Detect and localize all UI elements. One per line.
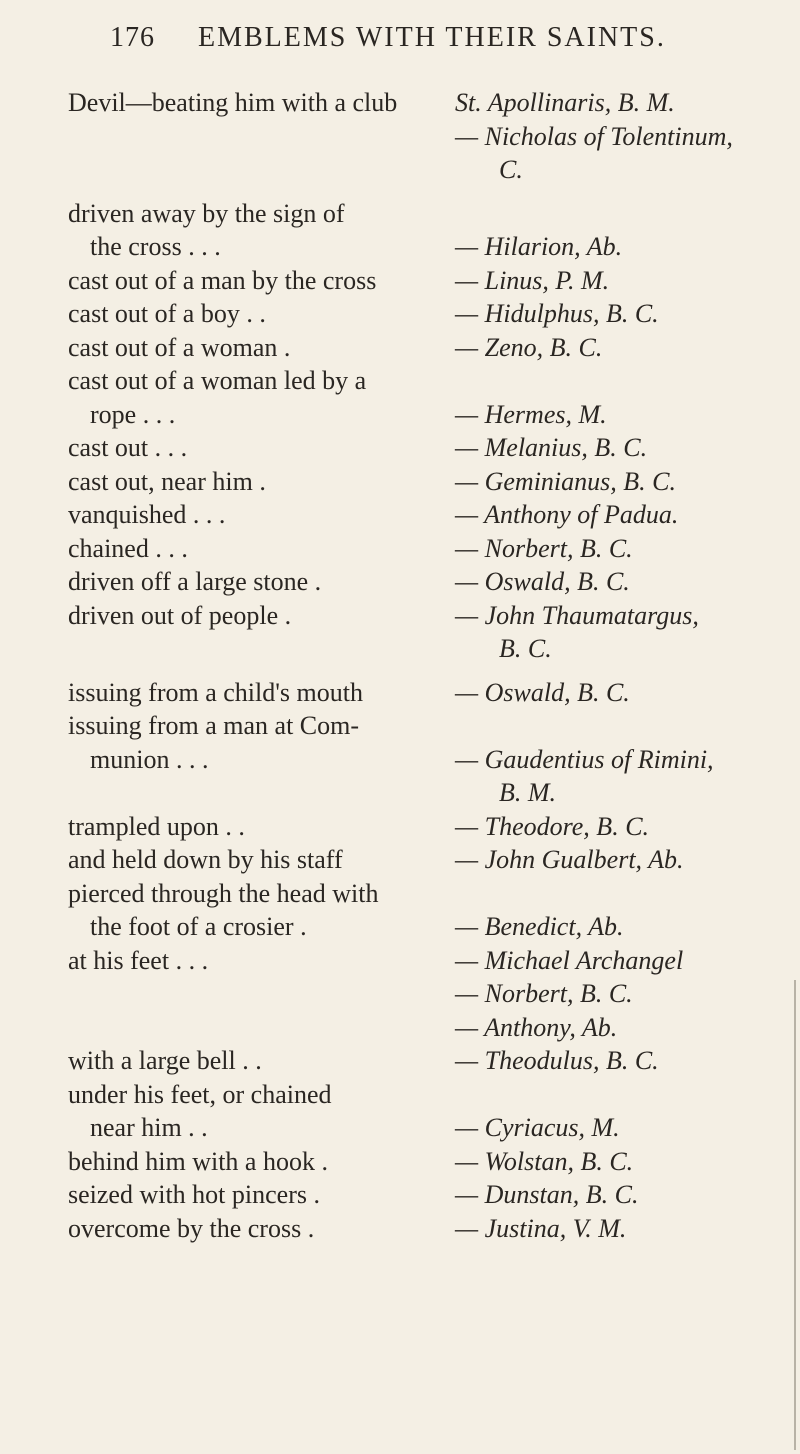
- emblem-text: driven off a large stone .: [68, 567, 322, 596]
- saint-name-spacer: [455, 709, 796, 743]
- saint-name-spacer: [455, 197, 796, 231]
- saint-name: — Benedict, Ab.: [455, 912, 624, 941]
- saint-name: — Zeno, B. C.: [455, 332, 603, 362]
- emblem-text: trampled upon . .: [68, 811, 245, 841]
- emblem-text: [68, 120, 455, 154]
- emblem-text: under his feet, or chained: [68, 1079, 332, 1109]
- emblem-text-cont: the cross . . .: [90, 232, 221, 261]
- saint-name-cont: B. C.: [499, 634, 552, 663]
- saint-name: — Theodore, B. C.: [455, 811, 650, 841]
- emblem-text-cont: rope . . .: [90, 399, 176, 429]
- list-item: [0, 709, 800, 810]
- emblem-text: issuing from a man at Com-: [68, 711, 360, 740]
- list-item: [0, 1178, 800, 1212]
- saint-name: — Melanius, B. C.: [455, 433, 648, 462]
- saint-name: — Geminianus, B. C.: [455, 466, 676, 496]
- page-header: [0, 22, 800, 62]
- emblem-text: pierced through the head with: [68, 878, 379, 908]
- emblem-text: cast out of a woman .: [68, 332, 291, 362]
- list-item: [0, 1044, 800, 1078]
- list-item: [0, 264, 800, 298]
- list-item: [0, 120, 800, 187]
- list-item: [0, 843, 800, 877]
- saint-name-spacer: [455, 877, 796, 911]
- emblem-text: cast out, near him .: [68, 466, 266, 496]
- page-edge-rule: [794, 980, 796, 1450]
- saint-name: — Hilarion, Ab.: [455, 232, 623, 261]
- emblem-text-cont: near him . .: [90, 1113, 208, 1142]
- list-item: [0, 532, 800, 566]
- list-item: [0, 676, 800, 710]
- emblem-text: Devil—beating him with a club: [68, 88, 398, 117]
- saint-name: — Hidulphus, B. C.: [455, 299, 659, 328]
- saint-name: — Wolstan, B. C.: [455, 1146, 634, 1176]
- saint-name: — Norbert, B. C.: [455, 533, 633, 563]
- saint-name: — Theodulus, B. C.: [455, 1046, 659, 1075]
- page-number: 176: [110, 22, 155, 53]
- saint-name: — Hermes, M.: [455, 399, 607, 429]
- saint-name: — Justina, V. M.: [455, 1213, 627, 1243]
- saint-name: — Norbert, B. C.: [455, 979, 633, 1008]
- saint-name: St. Apollinaris, B. M.: [455, 88, 675, 117]
- emblem-text: with a large bell . .: [68, 1046, 262, 1075]
- saint-name-cont: C.: [499, 155, 523, 184]
- emblem-text: cast out of a boy . .: [68, 299, 266, 328]
- emblem-text: seized with hot pincers .: [68, 1180, 320, 1209]
- list-item: [0, 364, 800, 431]
- list-item: [0, 498, 800, 532]
- emblem-text: overcome by the cross .: [68, 1213, 315, 1243]
- saint-name: — Linus, P. M.: [455, 265, 610, 295]
- emblem-text: driven away by the sign of: [68, 198, 345, 228]
- list-item: [0, 1078, 800, 1145]
- saint-name: — John Thaumatargus,: [455, 600, 699, 630]
- saint-name: — Michael Archangel: [455, 945, 684, 975]
- emblem-text: cast out of a woman led by a: [68, 366, 367, 395]
- saint-name: — Nicholas of Tolentinum,: [455, 121, 733, 151]
- running-head: EMBLEMS WITH THEIR SAINTS.: [198, 22, 666, 53]
- list-item: [0, 86, 800, 120]
- emblem-text: behind him with a hook .: [68, 1146, 328, 1176]
- saint-name: — Oswald, B. C.: [455, 567, 630, 596]
- emblem-text-cont: munion . . .: [90, 744, 209, 774]
- saint-name: — Cyriacus, M.: [455, 1113, 620, 1142]
- emblem-text-cont: the foot of a crosier .: [90, 912, 307, 941]
- saint-name-cont: B. M.: [499, 778, 557, 807]
- list-item: [0, 297, 800, 331]
- emblem-text: chained . . .: [68, 533, 188, 563]
- list-item: [0, 1145, 800, 1179]
- emblem-text: at his feet . . .: [68, 945, 209, 975]
- list-item: [0, 331, 800, 365]
- emblem-text: cast out . . .: [68, 433, 188, 462]
- saint-name: — Gaudentius of Rimini,: [455, 744, 714, 774]
- saint-name: — Anthony of Padua.: [455, 500, 679, 529]
- emblem-saint-list: [0, 86, 800, 1245]
- list-item: [0, 431, 800, 465]
- saint-name-spacer: [455, 1078, 796, 1112]
- emblem-text: and held down by his staff: [68, 845, 343, 874]
- saint-name: — Oswald, B. C.: [455, 677, 630, 707]
- list-item: [0, 565, 800, 599]
- list-item: [0, 944, 800, 1045]
- emblem-text: vanquished . . .: [68, 500, 226, 529]
- saint-name: — Dunstan, B. C.: [455, 1180, 639, 1209]
- saint-name: — Anthony, Ab.: [455, 1012, 618, 1042]
- emblem-text: driven out of people .: [68, 600, 292, 630]
- emblem-text: cast out of a man by the cross: [68, 265, 377, 295]
- saint-name-spacer: [455, 364, 796, 398]
- list-item: [0, 465, 800, 499]
- list-item: [0, 810, 800, 844]
- list-item: [0, 877, 800, 944]
- list-item: [0, 197, 800, 264]
- list-item: [0, 599, 800, 666]
- list-item: [0, 1212, 800, 1246]
- saint-name: — John Gualbert, Ab.: [455, 845, 684, 874]
- emblem-text: issuing from a child's mouth: [68, 677, 364, 707]
